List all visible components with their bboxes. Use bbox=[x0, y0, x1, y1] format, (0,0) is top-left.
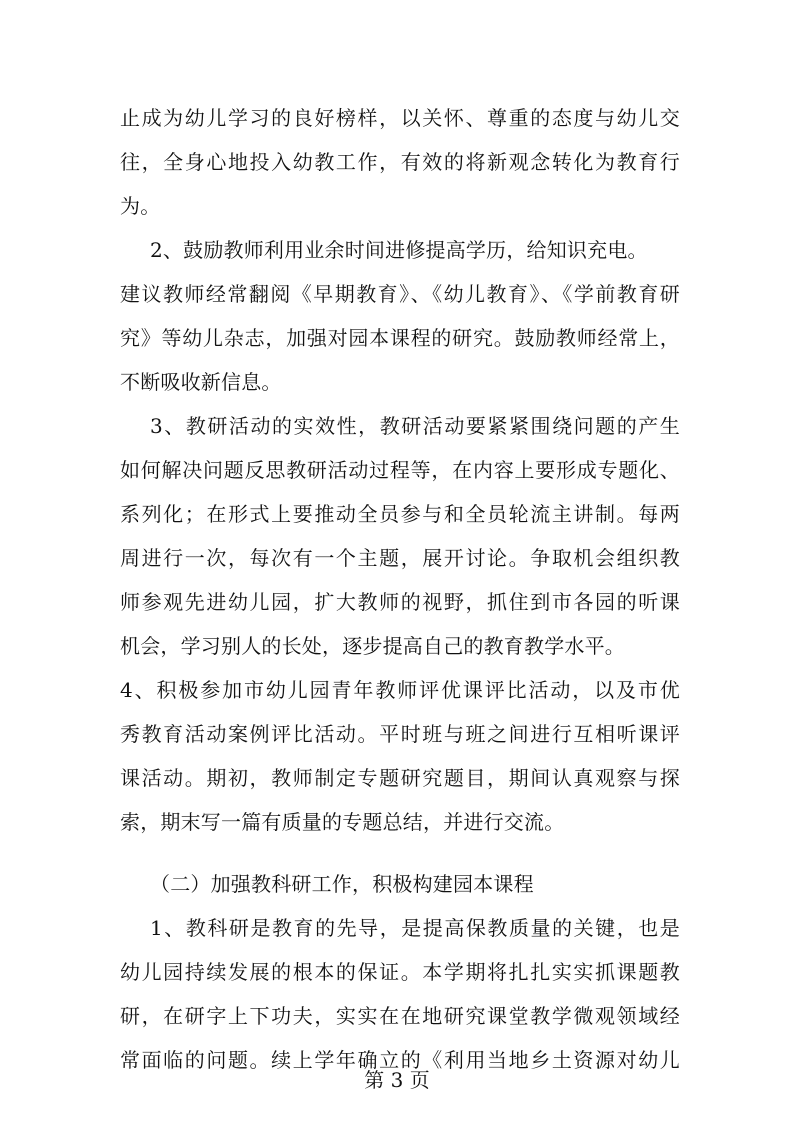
paragraph-line: 研，在研字上下功夫，实实在在地研究课堂教学微观领域经 bbox=[120, 1004, 680, 1028]
paragraph-line: 机会，学习别人的长处，逐步提高自己的教育教学水平。 bbox=[120, 634, 625, 658]
paragraph-line: 周进行一次，每次有一个主题，展开讨论。争取机会组织教 bbox=[120, 546, 680, 570]
paragraph-line: 师参观先进幼儿园，扩大教师的视野，抓住到市各园的听课 bbox=[120, 590, 680, 614]
paragraph-line: 1、教科研是教育的先导，是提高保教质量的关键，也是 bbox=[150, 916, 680, 940]
paragraph-line: 秀教育活动案例评比活动。平时班与班之间进行互相听课评 bbox=[120, 722, 680, 746]
paragraph-line: 幼儿园持续发展的根本的保证。本学期将扎扎实实抓课题教 bbox=[120, 960, 680, 984]
paragraph-line: 建议教师经常翻阅《早期教育》、《幼儿教育》、《学前教育研 bbox=[120, 282, 680, 306]
paragraph-line: 为。 bbox=[120, 194, 161, 218]
paragraph-line: 究》等幼儿杂志，加强对园本课程的研究。鼓励教师经常上， bbox=[120, 326, 680, 350]
paragraph-line: 往，全身心地投入幼教工作，有效的将新观念转化为教育行 bbox=[120, 150, 680, 174]
paragraph-line: 系列化；在形式上要推动全员参与和全员轮流主讲制。每两 bbox=[120, 502, 680, 526]
paragraph-line: 不断吸收新信息。 bbox=[120, 370, 282, 394]
section-heading: （二）加强教科研工作，积极构建园本课程 bbox=[150, 872, 534, 896]
paragraph-line: 如何解决问题反思教研活动过程等，在内容上要形成专题化、 bbox=[120, 458, 680, 482]
paragraph-line: 常面临的问题。续上学年确立的《利用当地乡土资源对幼儿 bbox=[120, 1048, 680, 1072]
paragraph-line: 3、教研活动的实效性，教研活动要紧紧围绕问题的产生 bbox=[150, 414, 680, 438]
paragraph-line: 课活动。期初，教师制定专题研究题目，期间认真观察与探 bbox=[120, 766, 680, 790]
paragraph-line: 止成为幼儿学习的良好榜样，以关怀、尊重的态度与幼儿交 bbox=[120, 106, 680, 130]
paragraph-line: 索，期末写一篇有质量的专题总结，并进行交流。 bbox=[120, 810, 565, 834]
paragraph-line: 2、鼓励教师利用业余时间进修提高学历，给知识充电。 bbox=[150, 238, 648, 262]
page-number: 第 3 页 bbox=[364, 1068, 430, 1092]
paragraph-line: 4、积极参加市幼儿园青年教师评优课评比活动，以及市优 bbox=[120, 678, 680, 702]
